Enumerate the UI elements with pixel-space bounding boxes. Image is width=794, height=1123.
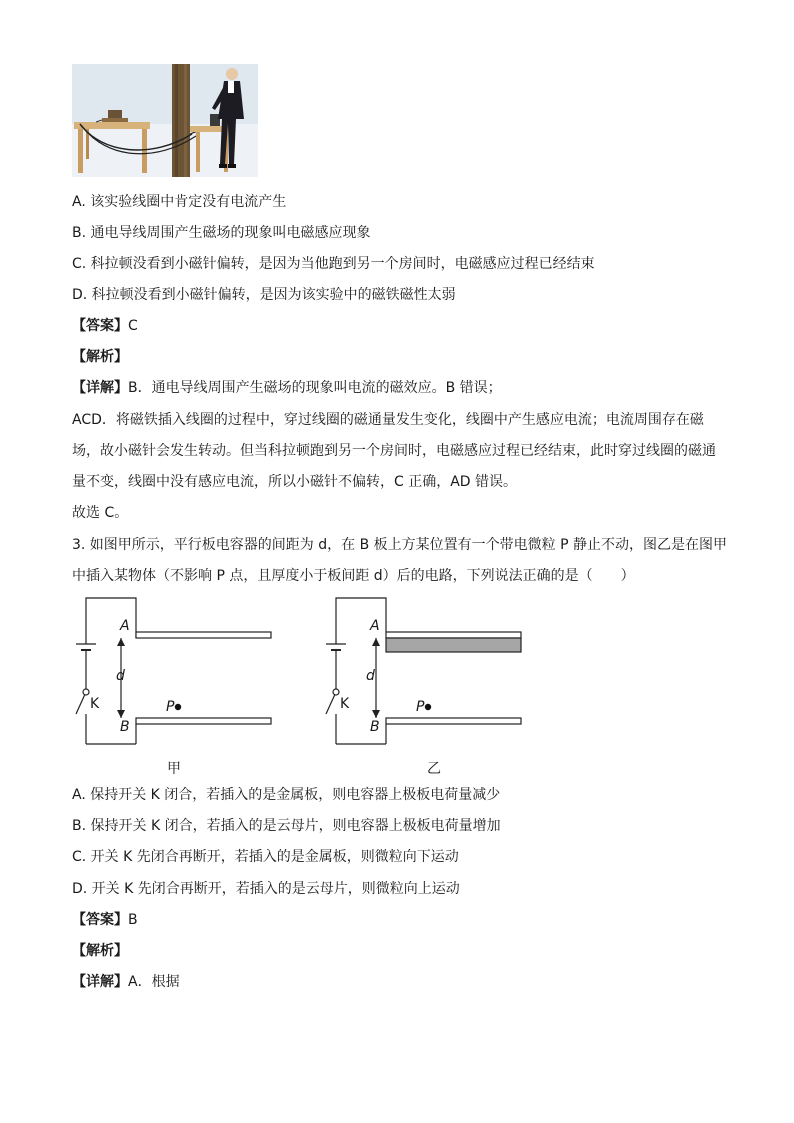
q2-detail-line-3: 场，故小磁针会发生转动。但当科拉顿跑到另一个房间时，电磁感应过程已经结束，此时穿过线圈的磁通 <box>72 443 716 459</box>
label-b-jia: B <box>120 719 130 735</box>
analysis-tag: 【解析】 <box>72 349 128 365</box>
label-k-yi: K <box>340 696 350 712</box>
detail-tag: 【详解】 <box>72 974 128 990</box>
answer-tag: 【答案】 <box>72 912 128 928</box>
q2-option-b: B. 通电导线周围产生磁场的现象叫电磁感应现象 <box>72 225 371 241</box>
answer-value: C <box>128 318 138 334</box>
experiment-illustration <box>72 64 258 177</box>
circuit-diagram-jia <box>72 594 277 754</box>
q2-detail-line-4: 量不变，线圈中没有感应电流，所以小磁针不偏转，C 正确，AD 错误。 <box>72 474 518 490</box>
q2-answer <box>72 316 138 336</box>
label-d-jia: d <box>116 668 125 684</box>
q3-stem-line-1: 3. 如图甲所示，平行板电容器的间距为 d，在 B 板上方某位置有一个带电微粒 P 静止不动，图乙是在图甲 <box>72 537 727 553</box>
label-p-jia: P <box>166 699 175 715</box>
circuit-diagram-yi <box>322 594 527 754</box>
q3-option-b: B. 保持开关 K 闭合，若插入的是云母片，则电容器上极板电荷量增加 <box>72 818 501 834</box>
caption-yi: 乙 <box>427 761 441 777</box>
caption-jia: 甲 <box>167 761 181 777</box>
q3-option-a: A. 保持开关 K 闭合，若插入的是金属板，则电容器上极板电荷量减少 <box>72 787 501 803</box>
q3-option-d: D. 开关 K 先闭合再断开，若插入的是云母片，则微粒向上运动 <box>72 881 460 897</box>
q2-option-c: C. 科拉顿没看到小磁针偏转，是因为当他跑到另一个房间时，电磁感应过程已经结束 <box>72 256 595 272</box>
q3-answer <box>72 910 138 930</box>
answer-tag: 【答案】 <box>72 318 128 334</box>
q2-conclusion: 故选 C。 <box>72 505 129 521</box>
answer-value: B <box>128 912 138 928</box>
q2-detail-line-1 <box>72 378 502 398</box>
analysis-tag: 【解析】 <box>72 943 128 959</box>
detail-text: B．通电导线周围产生磁场的现象叫电流的磁效应。B 错误； <box>128 380 502 396</box>
q3-stem-line-2: 中插入某物体（不影响 P 点，且厚度小于板间距 d）后的电路，下列说法正确的是（ ） <box>72 568 635 584</box>
detail-text: A．根据 <box>128 974 180 990</box>
label-b-yi: B <box>370 719 380 735</box>
q2-option-a: A. 该实验线圈中肯定没有电流产生 <box>72 194 287 210</box>
label-a-jia: A <box>120 618 130 634</box>
label-d-yi: d <box>366 668 375 684</box>
q3-option-c: C. 开关 K 先闭合再断开，若插入的是金属板，则微粒向下运动 <box>72 849 459 865</box>
label-k-jia: K <box>90 696 100 712</box>
q3-analysis-tag <box>72 941 128 961</box>
q2-option-d: D. 科拉顿没看到小磁针偏转，是因为该实验中的磁铁磁性太弱 <box>72 287 456 303</box>
label-a-yi: A <box>370 618 380 634</box>
inserted-slab <box>386 638 521 652</box>
q3-detail-line-1 <box>72 972 180 992</box>
label-p-yi: P <box>416 699 425 715</box>
detail-tag: 【详解】 <box>72 380 128 396</box>
q2-analysis-tag <box>72 347 128 367</box>
q2-detail-line-2: ACD．将磁铁插入线圈的过程中，穿过线圈的磁通量发生变化，线圈中产生感应电流；电流周围存在磁 <box>72 412 704 428</box>
